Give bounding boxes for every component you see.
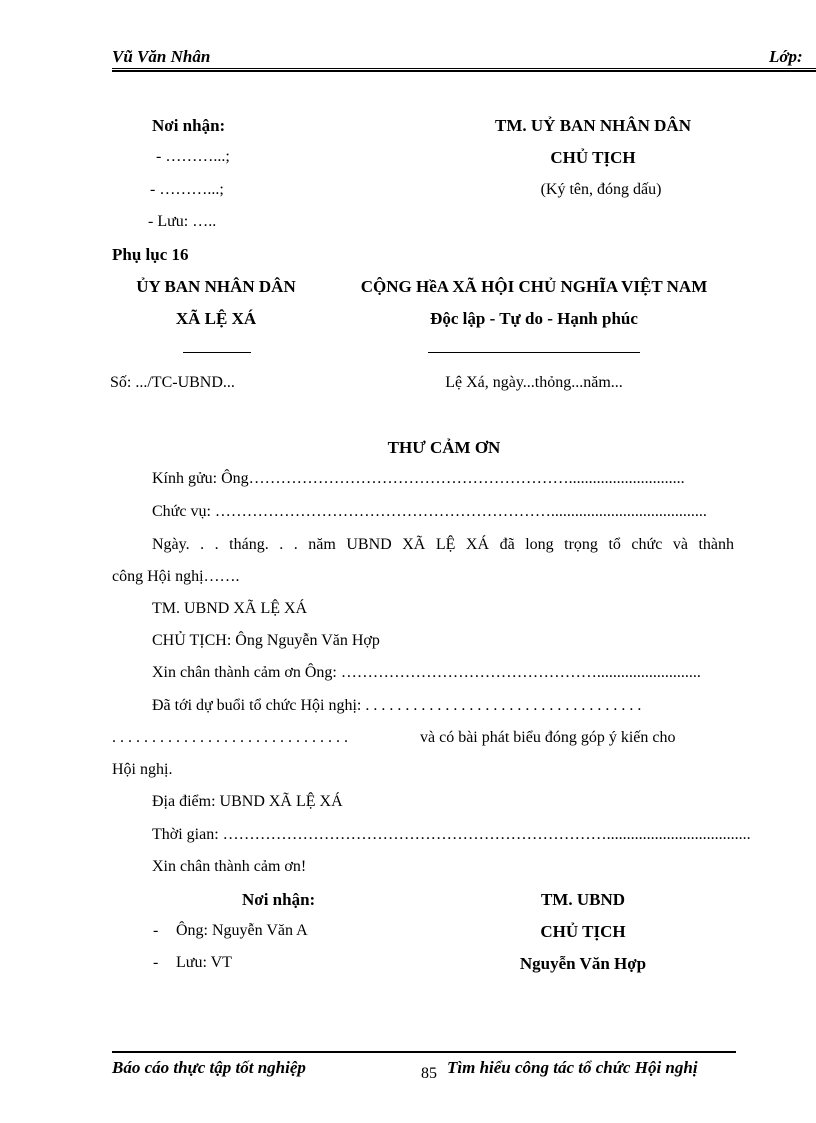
appendix-title: Phụ lục 16	[112, 245, 189, 264]
letter-recipients-label: Nơi nhận:	[242, 890, 316, 909]
header-class: Lớp:	[769, 47, 803, 66]
header-rule-thick	[112, 70, 816, 72]
letter-closing: Xin chân thành cảm ơn!	[152, 858, 307, 875]
letter-thanks-line: Xin chân thành cảm ơn Ông: …………………………………………..........................	[152, 664, 701, 681]
recipient-line-3: - Lưu: …..	[148, 213, 217, 230]
sign-name: Nguyễn Văn Hợp	[519, 954, 647, 973]
recipient-1-bullet: -	[153, 922, 159, 939]
letter-attend-text: và có bài phát biểu đóng góp ý kiến cho	[420, 729, 676, 746]
recipient-line-1: - ………...;	[156, 148, 230, 165]
chairman-title: CHỦ TỊCH	[550, 148, 636, 167]
sign-note: (Ký tên, đóng dấu)	[540, 181, 662, 198]
nation-title: CỘNG HềA XÃ HỘI CHỦ NGHĨA VIỆT NAM	[360, 277, 708, 296]
nation-motto: Độc lập - Tự do - Hạnh phúc	[430, 309, 638, 328]
recipients-label-top: Nơi nhận:	[152, 116, 226, 135]
recipient-2-bullet: -	[153, 954, 159, 971]
letter-tm-line: TM. UBND XÃ LỆ XÁ	[152, 600, 308, 617]
letter-position: Chức vụ: ……………………………………………………….......................................	[152, 503, 707, 520]
footer-right: Tìm hiểu công tác tổ chức Hội nghị	[447, 1058, 698, 1077]
header-author: Vũ Văn Nhân	[112, 47, 211, 66]
header-rule-thin	[112, 68, 816, 69]
org-underline	[183, 352, 251, 353]
letter-attend-line1: Đã tới dự buổi tổ chức Hội nghị: . . . . . . . . . . . . . . . . . . . . . . . . . . . . . . . . . . .	[152, 697, 642, 714]
letter-para1-line2: công Hội nghị…….	[112, 568, 240, 585]
motto-underline	[428, 352, 640, 353]
sign-title: CHỦ TỊCH	[540, 922, 626, 941]
footer-rule	[112, 1051, 736, 1053]
org-line-2: XÃ LỆ XÁ	[175, 309, 257, 328]
doc-number: Số: .../TC-UBND...	[110, 374, 235, 391]
letter-to: Kính gửu: Ông…………………………………………………….............................	[152, 470, 685, 487]
sign-tm: TM. UBND	[540, 890, 626, 909]
letter-attend-line3: Hội nghị.	[112, 761, 173, 778]
footer-left: Báo cáo thực tập tốt nghiệp	[112, 1058, 306, 1077]
org-line-1: ỦY BAN NHÂN DÂN	[136, 277, 296, 296]
recipient-2: Lưu: VT	[176, 954, 232, 971]
letter-para1-line1: Ngày. . . tháng. . . năm UBND XÃ LỆ XÁ đã long trọng tổ chức và thành	[152, 536, 734, 553]
letter-venue: Địa điểm: UBND XÃ LỆ XÁ	[152, 793, 343, 810]
committee-title: TM. UỶ BAN NHÂN DÂN	[495, 116, 691, 135]
recipient-1: Ông: Nguyễn Văn A	[176, 922, 308, 939]
place-date: Lệ Xá, ngày...thỏng...năm...	[445, 374, 623, 391]
letter-title: THƯ CẢM ƠN	[387, 438, 501, 457]
page-number: 85	[421, 1065, 437, 1082]
letter-time: Thời gian: ………………………………………………………………....................................	[152, 826, 751, 843]
letter-attend-dots: . . . . . . . . . . . . . . . . . . . . . . . . . . . . . .	[112, 729, 348, 746]
letter-chair-line: CHỦ TỊCH: Ông Nguyễn Văn Hợp	[152, 632, 380, 649]
recipient-line-2: - ………...;	[150, 181, 224, 198]
